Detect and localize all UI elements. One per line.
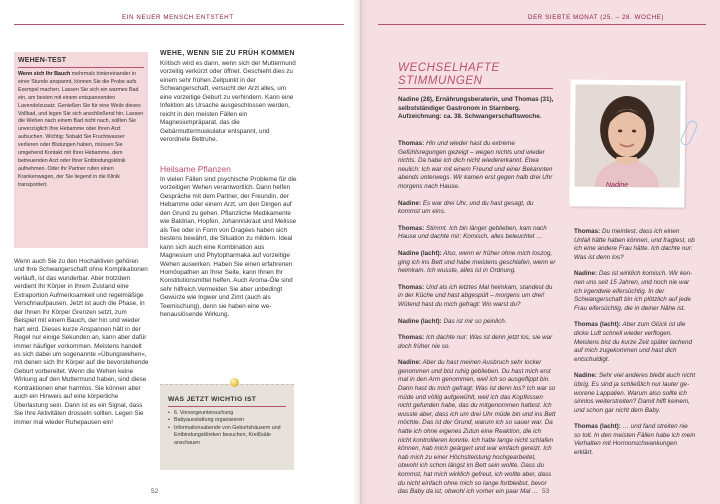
right-column-text-2 [160, 176, 298, 320]
wehen-test-title: WEHEN-TEST [18, 57, 144, 68]
interview-headline [398, 62, 500, 88]
dialog-line: Nadine (lacht): Also, wenn er früher ohne mich loszog, ging ich ins Bett und habe meistens geschlafen, wenn er heimkam. Ich wusste, alles ist in Ordnung. [398, 249, 556, 275]
subheading-heilsame-pflanzen: Heilsame Pflanzen [160, 164, 231, 174]
book-gutter [352, 0, 368, 504]
photo-caption: Nadine [606, 182, 629, 189]
note-title: WAS JETZT WICHTIG IST [168, 396, 257, 403]
section-heading-wehe: WEHE, WENN SIE ZU FRÜH KOMMEN [160, 50, 295, 57]
headline-rule [398, 88, 553, 89]
note-item: • 6. Vorsorgeuntersuchung [168, 410, 288, 417]
page-number-left: 52 [151, 488, 159, 495]
page-number-right: 53 [542, 488, 550, 495]
woman-portrait-icon [575, 84, 681, 187]
wehen-test-text: mehrmals hintereinander in einer Stunde anspannt, können Sie die Probe aufs Exempel machen. Lassen Sie sich ein warmes Bad ein, am besten mit einem entspannenden Lavendelzusatz. Genießen Sie für eine Weile dieses Vollbad, und legen Sie sich anschließend hin. Lassen die Wehen nach einem Bad nicht nach, sollten Sie unverzüglich Ihre Hebamme oder Ihren Arzt aufsuchen. Wichtig: Sobald Sie Fruchtwasser verlieren oder Blutungen haben, müssen Sie umgehend Kontakt mit Ihrer Hebamme, dem betreuenden Arzt oder Ihrer Entbindungsklinik aufnehmen. Oder Ihr Partner rufen einen Krankenwagen, der Sie liegend in die Klinik transportiert. [18, 71, 144, 188]
running-head-left: EIN NEUER MENSCH ENTSTEHT [122, 14, 234, 21]
note-item: • Informationsabende von Geburtshäusern und Entbindungskliniken besuchen, Kreißsäle anschauen [168, 425, 288, 447]
dialog-line: Thomas: Ich dachte nur: Was ist denn jetzt los, sie war doch früher nie so. [398, 334, 553, 350]
dialog-line: Nadine (lacht): Das ist mir so peinlich. [398, 317, 507, 325]
wehen-test-lead: Wenn sich Ihr Bauch [18, 71, 71, 77]
headline-line-1: WECHSELHAFTE [398, 62, 500, 74]
running-head-right: DER SIEBTE MONAT (25. – 28. WOCHE) [528, 14, 665, 21]
dialog-line: Thomas: Und als ich letztes Mal heimkam, standest du in der Küche und hast abgespült – morgens um drei! Wütend hast du mich gefragt: Wo warst du? [398, 283, 553, 308]
running-head-rule [14, 24, 344, 25]
pushpin-icon [230, 378, 239, 387]
note-list [168, 410, 288, 447]
dialog-line: Nadine: Es war drei Uhr, und du hast gesagt, du kommst um eins. [398, 199, 534, 216]
note-divider [168, 406, 286, 407]
headline-line-2: STIMMUNGEN [398, 75, 483, 87]
paragraph-pflanzen: In vielen Fällen sind psychische Probleme für die vorzeitigen Wehen verantwortlich. Dann helfen Gespräche mit dem Partner, der Freundin, der Hebamme oder einem Arzt, um den Dingen auf den Grund zu gehen. Pflanzliche Medikamente wie Baldrian, Hopfen, Johanniskraut und Melisse als Tee oder in Form von Dragées haben sich bestens bewährt, die Situation zu mildern. Ideal kann sich auch eine Kombination aus Magnesium und Phytopharmaka auf vorzeitige Wehen auswirken. Haben Sie einen erfahrenen Homöopathen an Ihrer Seite, kann Ihnen Ihr Konstitutionsmittel helfen. Auch Aroma-Öle sind sehr hilfreich.Vermeiden Sie aber unbedingt Gewürze wie Ingwer und Zimt (auch als Teemischung), denn sie haben eine wehenauslösende Wirkung. [160, 176, 297, 319]
portrait-image [575, 84, 681, 187]
paragraph-hochaktiv: Wenn auch Sie zu den Hochaktiven gehören und Ihre Schwangerschaft ohne Komplikationen verläuft, ist das wunderbar. Aber trotzdem verdient Ihr Körper in Ihrem Zustand eine Extraportion Aufmerksamkeit und regelmäßige Verschnaufpausen. Jetzt ist auch die Phase, in der Ihnen Ihr Körper Grenzen setzt, zum Beispiel mit einem Bauch, der hin und wieder hart wird. Dieses kurze Anspannen hält in der Regel nur einige Sekunden an, kann aber dafür immer häufiger vorkommen. Meistens handelt es sich dabei um sogenannte »Übungswehen«, mit denen sich Ihr Körper auf die bevorstehende Geburt vorbereitet. Wenn die Wehen keine Wirkung auf den Muttermund haben, sind diese Kontraktionen eher harmlos. Sie können aber auch ein Hinweis auf eine körperliche Überlastung sein. Dann ist es ein Signal, dass Sie Ihre Aktivitäten drosseln sollten. Legen Sie immer mal wieder Ruhepausen ein! [14, 258, 149, 426]
interview-intro: Nadine (28), Ernährungsberaterin, und Thomas (31), selbstständiger Gastronom in Starnberg. Aufzeichnung: ca. 38. Schwangerschaftswoche. [398, 96, 554, 121]
running-head-rule-right [378, 24, 706, 25]
left-column-text [14, 258, 150, 427]
paragraph-muttermund: Kritisch wird es dann, wenn sich der Muttermund vorzeitig verkürzt oder öffnet. Geschieht dies zu einem sehr frühen Zeitpunkt in der Schwangerschaft, versucht der Arzt alles, um eine vorzeitige Geburt zu verhindern. Kann eine Infektion als Ursache ausgeschlossen werden, reicht in den meisten Fällen ein Magnesiumpräparat, das die Gebärmuttermuskulatur entspannt, und verordnete Bettruhe. [160, 60, 296, 144]
dialog-line: Thomas (lacht): … und fand streiten nie so toll. In den meisten Fällen habe ich mein Verhalten mit Hormonschwankungen erklärt. [574, 423, 696, 457]
dialog-line: Nadine: Aber du hast meinen Ausbruch sehr locker genommen und bist ruhig geblieben. Du hast mich erst mal in den Arm genommen, weil ich so ausgeflippt bin. Dann hast du mich gefragt: Was ist denn los? Ich war so müde und völlig aufgewühlt, weil ich das Kopfkissen nicht gefunden habe, das du mitgenommen hattest. Ich wusste aber, dass ich um drei Uhr müde bin und ins Bett möchte. Das ist der Grund, warum ich so sauer war. Da hatte ich ohne eigenes Zutun eine Reaktion, die ich nicht kontrollieren konnte. Ich hatte lange nicht schlafen können, hab mich geärgert und war einfach gereizt. Ich hab mich zu einer Höchstleistung hochgearbeitet, obwohl ich schon längst im Bett sein wollte. Dass du kommst, hat mich wirklich gefreut, ich wollte aber, dass du nicht einfach ohne mich so lange fortbleibst, bevor das Baby da ist, obwohl ich vorher ein paar Mal … [398, 359, 556, 496]
dialog-line: Thomas: Stimmt. Ich bin länger geblieben, kam nach Hause und dachte mir: Komisch, alles beleuchtet … [398, 224, 547, 241]
right-column-text-1 [160, 60, 298, 145]
dialog-line: Thomas: Du meintest, dass ich einen Unfall hätte haben können, und fragtest, ob ich eine andere Frau hätte. Ich dachte nur: Was ist denn los? [574, 228, 695, 261]
dialog-line: Nadine: Das ist wirklich komisch. Wir kennen uns seit 15 Jahren, und noch nie war ich irgendwie eifersüchtig. In der Schwangerschaft bin ich plötzlich auf jede Frau eifersüchtig, die in deiner Nähe ist. [574, 270, 693, 312]
note-item: • Babyausstattung organisieren [168, 417, 288, 424]
wehen-test-box [14, 52, 148, 248]
wehen-test-body [18, 71, 144, 190]
dialog-line: Thomas (lacht): Aber zum Glück ist die dicke Luft schnell wieder verflogen. Meistens bist du kurze Zeit später lachend auf mich zugekommen und hast dich entschuldigt. [574, 321, 692, 363]
dialog-column-2 [574, 228, 696, 466]
dialog-line: Nadine: Sehr viel anderes bleibt auch nicht übrig. Es sind ja schließlich nur lauter geworene Lappalien. Warum also sollte ich sinnlos weiterstreiten? Damit hilft keinem, und schon gar nicht dem Baby. [574, 372, 696, 414]
dialog-line: Thomas: Hin und wieder hast du extreme Gefühlsregungen gezeigt – wegen nichts und wieder nichts. Da habe ich dich nicht wiedererkannt. Etwa neulich: Ich war mit einem Freund und einer Bekannten abends unterwegs. Wir kamen erst gegen halb drei Uhr morgens nach Hause. [398, 140, 553, 190]
